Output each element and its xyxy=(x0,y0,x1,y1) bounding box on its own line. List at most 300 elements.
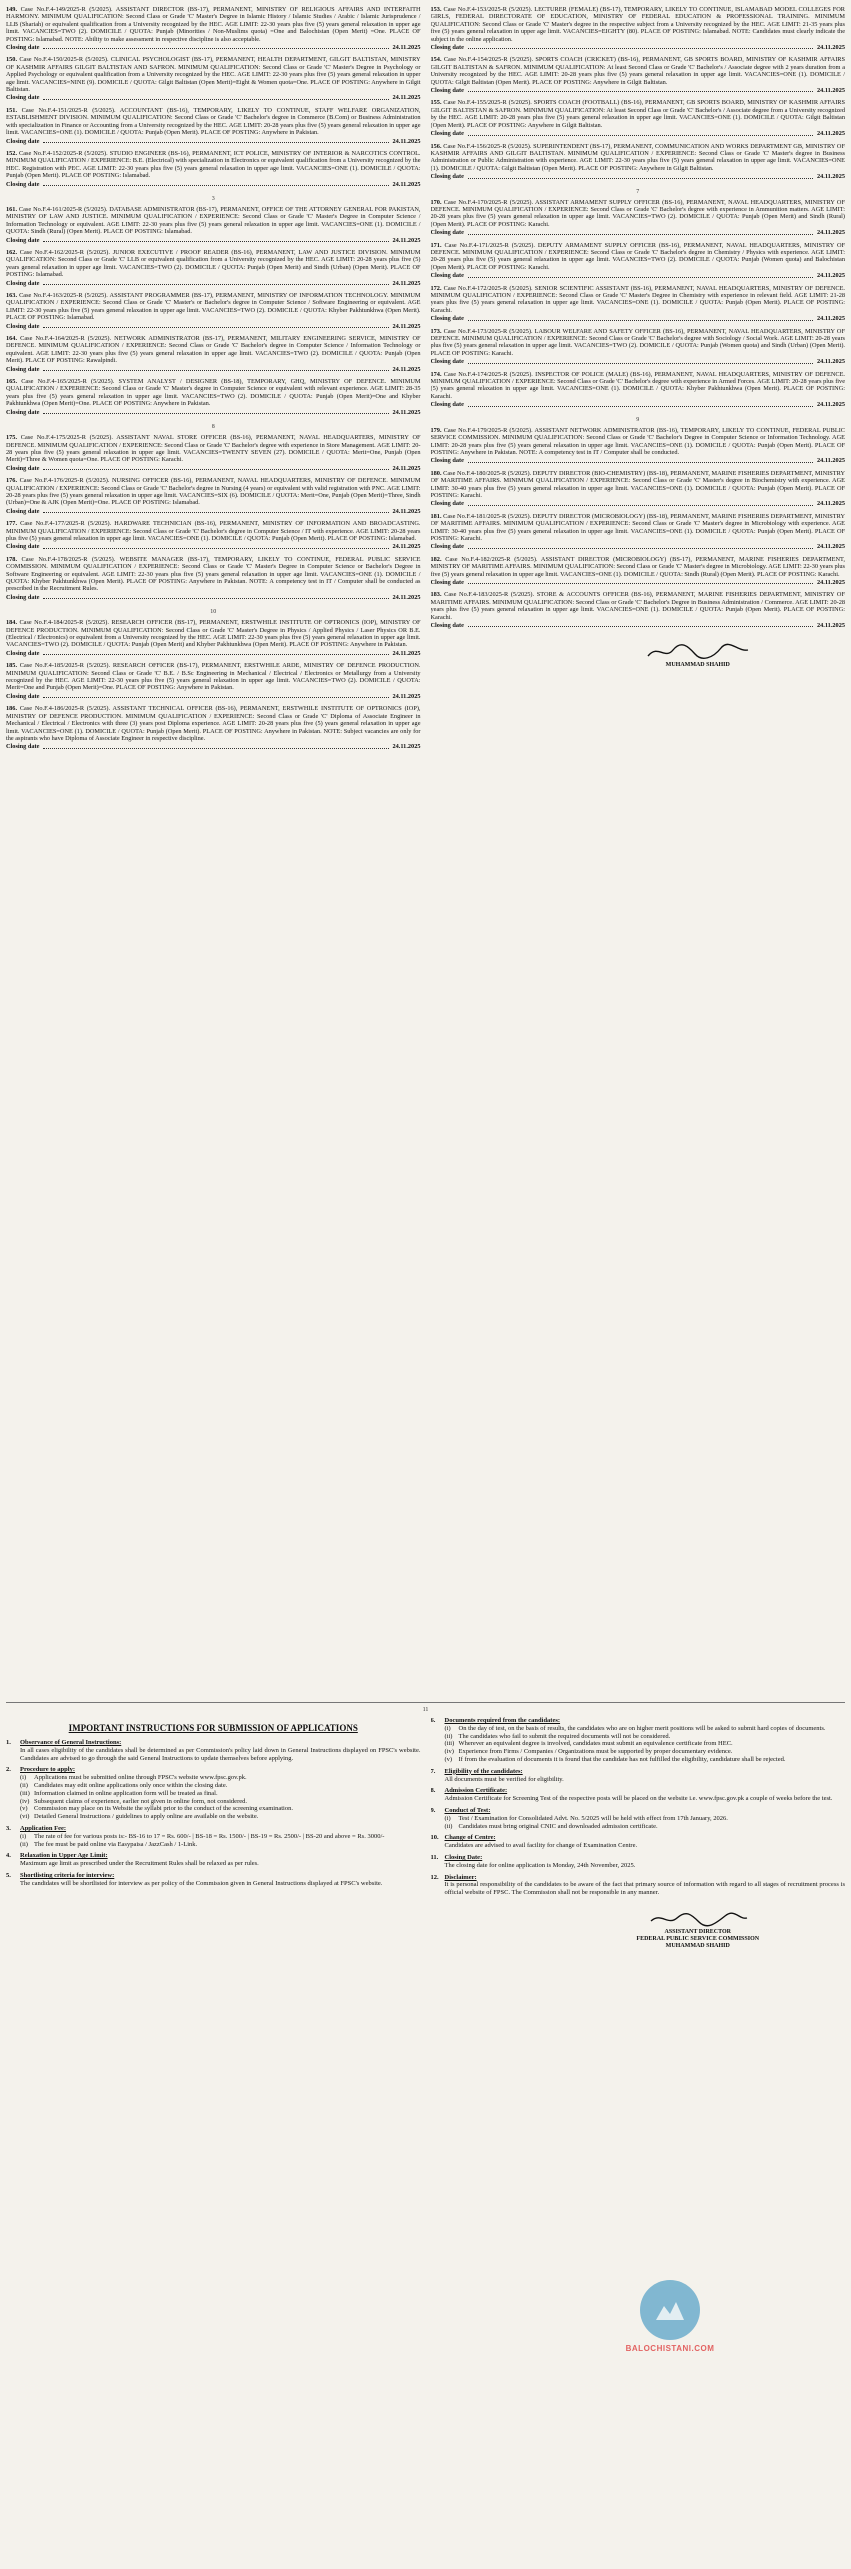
job-entry-text xyxy=(6,292,421,322)
job-entry xyxy=(431,143,846,181)
closing-date-label: Closing date xyxy=(6,593,40,601)
job-entry-number: 174. xyxy=(430,370,442,378)
closing-date-row xyxy=(431,457,846,464)
closing-date-row xyxy=(6,743,421,750)
job-entry-description: Case No.F.4-185/2025-R (5/2025). RESEARCH OFFICER (BS-17), PERMANENT, ERSTWHILE ARDE, MINISTRY OF DEFENCE PRODUCTION. MINIMUM QUALIFICATION: Second Class or Grade 'C' B.E. / B.Sc Engineering in Mechanical / Electrical / Electronics or Metallurgy from a University recognized by the HEC. AGE LIMIT: 22-30 years plus five (5) years general relaxation in upper age limit. VACANCIES=TWO (2). DOMICILE / QUOTA: Merit=One and Punjab (Open Merit)=One. PLACE OF POSTING: Anywhere in Pakistan. xyxy=(6,662,421,692)
job-entry xyxy=(6,107,421,145)
job-entry xyxy=(6,662,421,700)
instructions-section xyxy=(6,1717,845,2569)
closing-date-label: Closing date xyxy=(430,272,464,280)
job-entry xyxy=(431,242,846,280)
instruction-item-number: (ii) xyxy=(20,1840,28,1848)
job-entry xyxy=(6,249,421,287)
job-entry-number: 155. xyxy=(430,99,442,107)
closing-date-value: 24.11.2025 xyxy=(392,743,421,751)
job-entry-description: Case No.F.4-162/2025-R (5/2025). JUNIOR EXECUTIVE / PROOF READER (BS-16), PERMANENT, LAW AND JUSTICE DIVISION. MINIMUM QUALIFICATION: Second Class or Grade 'C' LLB or equivalent qualification from a University recognized by the HEC. AGE LIMIT: 20-28 years plus five (5) years general relaxation in upper age limit. VACANCIES=TWO (2). DOMICILE / QUOTA: Punjab (Open Merit) and Sindh (Urban) (Open Merit). PLACE OF POSTING: Islamabad. xyxy=(6,248,421,279)
closing-date-value: 24.11.2025 xyxy=(392,279,421,287)
closing-date-leader xyxy=(468,44,813,49)
closing-date-label: Closing date xyxy=(6,180,40,188)
job-entry-text xyxy=(6,206,421,236)
instruction-paragraph: Candidates are advised to avail facility for change of Examination Centre. xyxy=(444,1842,638,1850)
closing-date-leader xyxy=(43,543,388,548)
job-entry-number: 164. xyxy=(6,335,18,343)
page-number: 3 xyxy=(211,195,215,202)
closing-date-value: 24.11.2025 xyxy=(817,315,845,323)
job-entry-description: Case No.F.4-172/2025-R (5/2025). SENIOR SCIENTIFIC ASSISTANT (BS-16), PERMANENT, NAVAL HEADQUARTERS, MINISTRY OF DEFENCE. MINIMUM QUALIFICATION / EXPERIENCE: Second Class or Grade 'C' Master's Degree in Chemistry with experience in relevant field. AGE LIMIT: 21-28 years plus five (5) years general relaxation in upper age limit. VACANCIES=ONE (1). DOMICILE / QUOTA: Punjab (Open Merit). PLACE OF POSTING: Karachi. xyxy=(430,284,845,314)
closing-date-row xyxy=(431,44,846,51)
job-entry-description: Case No.F.4-151/2025-R (5/2025). ACCOUNTANT (BS-16), TEMPORARY, LIKELY TO CONTINUE, STAFF WELFARE ORGANIZATION, ESTABLISHMENT DIVISION. MINIMUM QUALIFICATION: Second Class or Grade 'C' Bachelor's degree in Commerce (B.Com) or Business Administration with specialization in Finance or Accounting from a University recognized by the HEC. AGE LIMIT: 20-28 years plus five (5) years general relaxation in upper age limit. VACANCIES=ONE (1). DOMICILE / QUOTA: Punjab (Open Merit). PLACE OF POSTING: Anywhere in Pakistan. xyxy=(6,106,421,137)
job-entry xyxy=(431,371,846,409)
closing-date-leader xyxy=(43,94,388,99)
closing-date-leader xyxy=(468,315,813,320)
closing-date-label: Closing date xyxy=(6,743,40,751)
job-entry-number: 177. xyxy=(6,520,18,528)
upper-columns xyxy=(6,6,845,1698)
instruction-item xyxy=(445,1823,846,1831)
closing-date-leader xyxy=(43,366,388,371)
closing-date-leader xyxy=(43,409,388,414)
instruction-heading: Relaxation in Upper Age Limit: xyxy=(20,1852,108,1860)
closing-date-label: Closing date xyxy=(6,543,40,551)
instruction-item-text: Information claimed in online application form will be treated as final. xyxy=(34,1789,218,1797)
job-entry-description: Case No.F.4-178/2025-R (5/2025). WEBSITE MANAGER (BS-17), TEMPORARY, LIKELY TO CONTINUE, FEDERAL PUBLIC SERVICE COMMISSION. MINIMUM QUALIFICATION / EXPERIENCE: Second Class or Grade 'C' Master's Degree in Computer Science or Bachelor's Degree in Software Engineering or equivalent. AGE LIMIT: 22-30 years plus five (5) years general relaxation in upper age limit. VACANCIES=ONE (1). DOMICILE / QUOTA: Khyber Pakhtunkhwa (Open Merit). PLACE OF POSTING: Anywhere in Pakistan. NOTE: A competency test in IT / Computer shall be conducted as prescribed in the Recruitment Rules. xyxy=(6,555,421,593)
closing-date-value: 24.11.2025 xyxy=(392,94,421,102)
closing-date-label: Closing date xyxy=(430,543,464,551)
closing-date-label: Closing date xyxy=(430,229,464,237)
closing-date-label: Closing date xyxy=(430,173,464,181)
instruction-item-number: (iii) xyxy=(444,1740,455,1748)
entries-block-2 xyxy=(6,206,421,421)
entries-block-7 xyxy=(431,427,846,635)
job-entry-number: 172. xyxy=(430,284,442,292)
entries-block-5 xyxy=(431,6,846,186)
instruction-body xyxy=(445,1874,846,1897)
closing-date-leader xyxy=(468,130,813,135)
entries-block-3 xyxy=(6,434,421,606)
closing-date-value: 24.11.2025 xyxy=(817,173,845,181)
job-entry-number: 156. xyxy=(430,142,442,150)
instruction-item-text: Detailed General Instructions / guidelines to apply online are available on the website. xyxy=(34,1813,259,1821)
job-entry-text xyxy=(6,335,421,365)
job-entry-description: Case No.F.4-179/2025-R (5/2025). ASSISTANT NETWORK ADMINISTRATOR (BS-16), TEMPORARY, LIKELY TO CONTINUE, FEDERAL PUBLIC SERVICE COMMISSION. MINIMUM QUALIFICATION: Second Class or Grade 'C' Bachelor's Degree in Computer Science or Information Technology. AGE LIMIT: 20-28 years plus five (5) years general relaxation in upper age limit. VACANCIES=ONE (1). DOMICILE / QUOTA: Punjab (Open Merit). PLACE OF POSTING: Anywhere in Pakistan. NOTE: A competency test in IT / Computer shall be conducted. xyxy=(430,426,845,456)
watermark-text: BALOCHISTANI.COM xyxy=(625,2344,715,2353)
job-entry-description: Case No.F.4-173/2025-R (5/2025). LABOUR WELFARE AND SAFETY OFFICER (BS-16), PERMANENT, NAVAL HEADQUARTERS, MINISTRY OF DEFENCE. MINIMUM QUALIFICATION / EXPERIENCE: Second Class or Grade 'C' Bachelor's degree with Sociology / Social Work. AGE LIMIT: 20-28 years plus five (5) years general relaxation in upper age limit. VACANCIES=TWO (2). DOMICILE / QUOTA: Punjab (Women quota) and Sindh (Urban) (Open Merit). PLACE OF POSTING: Karachi. xyxy=(430,327,845,357)
instruction-number: 6. xyxy=(430,1717,436,1724)
instruction-heading: Eligibility of the candidates: xyxy=(444,1767,523,1775)
closing-date-row xyxy=(431,130,846,137)
closing-date-label: Closing date xyxy=(6,322,40,330)
job-entry-description: Case No.F.4-170/2025-R (5/2025). ASSISTANT ARMAMENT SUPPLY OFFICER (BS-16), PERMANENT, NAVAL HEADQUARTERS, MINISTRY OF DEFENCE. MINIMUM QUALIFICATION / EXPERIENCE: Second Class or Grade 'C' Bachelor's degree with experience in Ammunition matters. AGE LIMIT: 20-28 years plus five (5) years general relaxation in upper age limit. VACANCIES=TWO (2). DOMICILE / QUOTA: Punjab (Open Merit) and Sindh (Rural) (Open Merit). PLACE OF POSTING: Karachi. xyxy=(430,198,845,228)
instruction-number: 1. xyxy=(6,1739,11,1746)
instruction-body xyxy=(445,1717,846,1764)
closing-date-label: Closing date xyxy=(430,87,464,95)
instruction-item-text: Wherever an equivalent degree is involved, candidates must submit an equivalence certificate from HEC. xyxy=(458,1740,733,1748)
closing-date-leader xyxy=(43,693,388,698)
job-entry-number: 151. xyxy=(6,106,18,114)
job-entry xyxy=(431,470,846,508)
closing-date-row xyxy=(431,272,846,279)
right-column xyxy=(431,6,846,1698)
job-entry xyxy=(431,513,846,551)
instruction-number: 7. xyxy=(430,1767,436,1775)
job-entry-description: Case No.F.4-183/2025-R (5/2025). STORE & ACCOUNTS OFFICER (BS-16), PERMANENT, MARINE FISHERIES DEPARTMENT, MINISTRY OF MARITIME AFFAIRS. MINIMUM QUALIFICATION: Second Class or Grade 'C' Bachelor's Degree in Business Administration / Commerce. AGE LIMIT: 20-28 years plus five (5) years general relaxation in upper age limit. VACANCIES=ONE (1). DOMICILE / QUOTA: Punjab (Open Merit). PLACE OF POSTING: Karachi. xyxy=(430,591,845,621)
page-number: 8 xyxy=(211,424,215,431)
page-number: 7 xyxy=(636,188,640,195)
closing-date-row xyxy=(6,138,421,145)
instruction-body xyxy=(445,1854,846,1870)
job-entry xyxy=(6,477,421,515)
instruction-heading: Shortlisting criteria for interview: xyxy=(20,1871,115,1879)
instructions-left-list xyxy=(6,1739,421,1892)
closing-date-row xyxy=(431,622,846,629)
instruction-item-text: Candidates may edit online applications only once within the closing date. xyxy=(34,1781,228,1789)
instruction-item xyxy=(20,1774,421,1782)
job-entry-number: 152. xyxy=(6,149,18,157)
closing-date-value: 24.11.2025 xyxy=(817,457,845,465)
closing-date-leader xyxy=(468,272,813,277)
instruction-item-text: Experience from Firms / Companies / Organizations must be supported by proper documentary evidence. xyxy=(458,1748,733,1756)
instruction-item-number: (v) xyxy=(20,1805,28,1813)
watermark-logo xyxy=(610,2280,730,2430)
closing-date-row xyxy=(6,181,421,188)
job-entry-text xyxy=(6,107,421,137)
job-entry-number: 181. xyxy=(430,512,442,520)
instruction-item xyxy=(445,1748,846,1756)
closing-date-row xyxy=(6,508,421,515)
signature-name-2: MUHAMMAD SHAHID xyxy=(665,1942,730,1949)
instruction-body xyxy=(20,1872,421,1888)
job-entry xyxy=(431,99,846,137)
closing-date-leader xyxy=(468,87,813,92)
instruction-item-number: (ii) xyxy=(444,1822,453,1830)
closing-date-row xyxy=(6,693,421,700)
closing-date-row xyxy=(431,500,846,507)
closing-date-value: 24.11.2025 xyxy=(392,543,421,551)
watermark-icon xyxy=(640,2280,700,2340)
closing-date-row xyxy=(6,280,421,287)
job-entry-text xyxy=(6,619,421,649)
instruction-paragraph: It is personal responsibility of the candidates to be aware of the fact that primary source of information with regard to all stages of recruitment process is official website of FPSC. The Commission shall not be responsible in any manner. xyxy=(444,1881,845,1897)
instruction-section xyxy=(6,1766,421,1821)
job-entry-description: Case No.F.4-161/2025-R (5/2025). DATABASE ADMINISTRATOR (BS-17), PERMANENT, OFFICE OF THE ATTORNEY GENERAL FOR PAKISTAN, MINISTRY OF LAW AND JUSTICE. MINIMUM QUALIFICATION / EXPERIENCE: Second Class or Grade 'C' Master's Degree in Computer Science / Information Technology or equivalent. AGE LIMIT: 22-30 years plus five (5) years general relaxation in upper age limit. VACANCIES=ONE (1). DOMICILE / QUOTA: Sindh (Rural) (Open Merit). PLACE OF POSTING: Islamabad. xyxy=(6,205,421,236)
closing-date-label: Closing date xyxy=(6,692,40,700)
job-entry xyxy=(431,6,846,51)
job-entry-text xyxy=(6,520,421,542)
closing-date-value: 24.11.2025 xyxy=(392,322,421,330)
instruction-section xyxy=(431,1787,846,1803)
instruction-body xyxy=(445,1787,846,1803)
job-entry-text xyxy=(6,556,421,593)
instruction-number: 10. xyxy=(430,1834,439,1842)
instruction-item xyxy=(20,1790,421,1798)
instruction-item xyxy=(20,1813,421,1821)
job-entry-number: 171. xyxy=(430,241,442,249)
instruction-section xyxy=(431,1768,846,1784)
closing-date-leader xyxy=(43,594,388,599)
job-entry xyxy=(431,285,846,323)
instruction-heading: Documents required from the candidates: xyxy=(444,1717,561,1724)
job-entry-description: Case No.F.4-184/2025-R (5/2025). RESEARCH OFFICER (BS-17), PERMANENT, ERSTWHILE INSTITUTE OF OPTRONICS (IOP), MINISTRY OF DEFENCE PRODUCTION. MINIMUM QUALIFICATION: Second Class or Grade 'C' Master's Degree in Physics / Applied Physics / Laser Physics OR B.E. (Electrical / Electronics) or equivalent from a University recognized by the HEC. AGE LIMIT: 22-30 years plus five (5) years general relaxation in upper age limit. VACANCIES=TWO (2). DOMICILE / QUOTA: Punjab (Open Merit) and Khyber Pakhtunkhwa (Open Merit). PLACE OF POSTING: Anywhere in Pakistan. xyxy=(6,619,421,649)
closing-date-row xyxy=(6,237,421,244)
closing-date-label: Closing date xyxy=(6,137,40,145)
closing-date-leader xyxy=(468,358,813,363)
instruction-item xyxy=(445,1815,846,1823)
instruction-number: 12. xyxy=(430,1873,439,1881)
job-entry-number: 173. xyxy=(430,327,442,335)
closing-date-label: Closing date xyxy=(6,94,40,102)
closing-date-label: Closing date xyxy=(430,358,464,366)
instruction-item xyxy=(20,1841,421,1849)
closing-date-label: Closing date xyxy=(6,44,40,52)
instruction-paragraph: The candidates will be shortlisted for interview as per policy of the Commission given in General Instructions displayed at FPSC's website. xyxy=(20,1879,383,1887)
instruction-item xyxy=(445,1733,846,1741)
closing-date-value: 24.11.2025 xyxy=(817,579,845,586)
job-entry xyxy=(6,556,421,601)
closing-date-label: Closing date xyxy=(6,464,40,472)
instruction-item-number: (ii) xyxy=(444,1732,453,1740)
instruction-number: 8. xyxy=(430,1787,436,1795)
job-entry-number: 179. xyxy=(430,426,442,434)
closing-date-label: Closing date xyxy=(430,457,464,465)
closing-date-leader xyxy=(43,237,388,242)
job-entry-description: Case No.F.4-181/2025-R (5/2025). DEPUTY DIRECTOR (MICROBIOLOGY) (BS-18), PERMANENT, MARINE FISHERIES DEPARTMENT, MINISTRY OF MARITIME AFFAIRS. MINIMUM QUALIFICATION / EXPERIENCE: Second Class or Grade 'C' Master's degree in Microbiology with experience. AGE LIMIT: 30-40 years plus five (5) years general relaxation in upper age limit. VACANCIES=ONE (1). DOMICILE / QUOTA: Punjab (Open Merit). PLACE OF POSTING: Karachi. xyxy=(430,512,845,542)
job-entry-number: 165. xyxy=(6,378,18,386)
job-entry xyxy=(6,705,421,750)
closing-date-value: 24.11.2025 xyxy=(392,365,421,373)
instruction-item xyxy=(445,1725,846,1733)
job-entry-number: 183. xyxy=(430,591,442,599)
job-entry xyxy=(6,6,421,51)
instruction-item-text: The rate of fee for various posts is:- BS-16 to 17 = Rs. 600/- | BS-18 = Rs. 1500/- | BS-19 = Rs. 2500/- | BS-20 and above = Rs. 3000/- xyxy=(34,1832,385,1840)
instruction-item-number: (iv) xyxy=(444,1748,454,1756)
job-entry-number: 176. xyxy=(6,477,18,485)
instruction-heading: Observance of General Instructions: xyxy=(20,1739,122,1746)
instruction-body xyxy=(20,1766,421,1821)
instruction-item-text: Commission may place on its Website the syllabi prior to the conduct of the screening examination. xyxy=(34,1805,293,1813)
instruction-number: 3. xyxy=(6,1824,11,1832)
instruction-number: 5. xyxy=(6,1871,11,1879)
instruction-body xyxy=(20,1825,421,1848)
instruction-number: 11. xyxy=(430,1853,439,1861)
instruction-paragraph: Admission Certificate for Screening Test of the respective posts will be placed on the website i.e. www.fpsc.gov.pk a couple of weeks before the test. xyxy=(444,1795,833,1803)
page-number: 9 xyxy=(636,416,640,423)
job-entry-description: Case No.F.4-154/2025-R (5/2025). SPORTS COACH (CRICKET) (BS-16), PERMANENT, GB SPORTS BOARD, MINISTRY OF KASHMIR AFFAIRS GILGIT BALTISTAN & SAFRON. MINIMUM QUALIFICATION: At least Second Class or Grade 'C' Bachelor's / Associate degree with 2 years duration from a University recognized by the HEC. AGE LIMIT: 20-28 years plus five (5) years general relaxation in upper age limit. VACANCIES=ONE (1). DOMICILE / QUOTA: Gilgit Baltistan (Open Merit). PLACE OF POSTING: Anywhere in Gilgit Baltistan. xyxy=(430,56,845,86)
closing-date-row xyxy=(6,543,421,550)
closing-date-label: Closing date xyxy=(6,279,40,287)
closing-date-value: 24.11.2025 xyxy=(392,44,421,52)
closing-date-row xyxy=(6,409,421,416)
instruction-section xyxy=(6,1739,421,1762)
instruction-heading: Conduct of Test: xyxy=(444,1806,491,1814)
instruction-number: 9. xyxy=(430,1806,436,1814)
closing-date-leader xyxy=(468,457,813,462)
closing-date-label: Closing date xyxy=(6,236,40,244)
closing-date-row xyxy=(431,543,846,550)
job-entry-text xyxy=(431,6,846,43)
closing-date-label: Closing date xyxy=(430,315,464,323)
closing-date-leader xyxy=(43,508,388,513)
job-entry-description: Case No.F.4-153/2025-R (5/2025). LECTURER (FEMALE) (BS-17), TEMPORARY, LIKELY TO CONTINUE, ISLAMABAD MODEL COLLEGES FOR GIRLS, FEDERAL DIRECTORATE OF EDUCATION, MINISTRY OF FEDERAL EDUCATION & PROFESSIONAL TRAINING. MINIMUM QUALIFICATION: Second Class or Grade 'C' Master's degree in the respective subject from a University recognized by the HEC. AGE LIMIT: 21-35 years plus five (5) years general relaxation in upper age limit. VACANCIES=EIGHTY (80). PLACE OF POSTING: Islamabad. NOTE: Candidates must clearly indicate the subject in the online application. xyxy=(430,6,845,43)
job-entry-text xyxy=(431,591,846,621)
instruction-item-number: (i) xyxy=(20,1774,27,1782)
closing-date-row xyxy=(6,650,421,657)
instruction-item-text: On the day of test, on the basis of results, the candidates who are on higher merit positions will be asked to submit hard copies of documents. xyxy=(458,1724,826,1732)
closing-date-label: Closing date xyxy=(6,365,40,373)
instruction-item-number: (i) xyxy=(20,1832,27,1840)
signature-block-2 xyxy=(551,1909,846,1950)
page-number: 11 xyxy=(422,1707,429,1713)
closing-date-leader xyxy=(43,743,388,748)
job-entry-text xyxy=(6,6,421,43)
job-entry-description: Case No.F.4-176/2025-R (5/2025). NURSING OFFICER (BS-16), PERMANENT, NAVAL HEADQUARTERS, MINISTRY OF DEFENCE. MINIMUM QUALIFICATION / EXPERIENCE: Second Class or Grade 'C' Bachelor's degree in Nursing (4 years) or equivalent with valid registration with PNC. AGE LIMIT: 20-28 years plus five (5) years general relaxation in upper age limit. VACANCIES=SIX (6). DOMICILE / QUOTA: Merit=One, Punjab (Open Merit)=Three, Sindh (Urban)=One & AJK (Open Merit)=One. PLACE OF POSTING: Islamabad. xyxy=(6,477,421,507)
signature-icon xyxy=(643,642,753,662)
entries-block-4 xyxy=(6,619,421,756)
job-entry-description: Case No.F.4-165/2025-R (5/2025). SYSTEM ANALYST / DESIGNER (BS-18), TEMPORARY, GHQ, MINISTRY OF DEFENCE. MINIMUM QUALIFICATION / EXPERIENCE: Second Class or Grade 'C' Master's degree in Computer Science or equivalent with relevant experience. AGE LIMIT: 28-35 years plus five (5) years general relaxation in upper age limit. VACANCIES=TWO (2). DOMICILE / QUOTA: Punjab (Open Merit)=One and Khyber Pakhtunkhwa (Open Merit)=One. PLACE OF POSTING: Anywhere in Pakistan. xyxy=(6,378,421,408)
job-entry-text xyxy=(431,513,846,543)
job-entry-text xyxy=(431,328,846,358)
job-entry-description: Case No.F.4-175/2025-R (5/2025). ASSISTANT NAVAL STORE OFFICER (BS-16), PERMANENT, NAVAL HEADQUARTERS, MINISTRY OF DEFENCE. MINIMUM QUALIFICATION / EXPERIENCE: Second Class or Grade 'C' Bachelor's degree with experience in Store Management. AGE LIMIT: 20-28 years plus five (5) years general relaxation in upper age limit. VACANCIES=TWENTY SEVEN (27). DOMICILE / QUOTA: Merit=One, Punjab (Open Merit)=Three & Women quota=One. PLACE OF POSTING: Karachi. xyxy=(6,434,421,464)
closing-date-row xyxy=(6,366,421,373)
job-entry xyxy=(431,56,846,94)
instructions-right-column xyxy=(431,1717,846,2569)
job-entry-text xyxy=(431,371,846,401)
signature-designation: ASSISTANT DIRECTOR xyxy=(664,1928,732,1935)
instruction-item xyxy=(20,1782,421,1790)
closing-date-row xyxy=(431,315,846,322)
job-entry xyxy=(6,335,421,373)
closing-date-value: 24.11.2025 xyxy=(817,229,845,237)
instruction-body xyxy=(445,1834,846,1850)
job-entry-description: Case No.F.4-149/2025-R (5/2025). ASSISTANT DIRECTOR (BS-17), PERMANENT, MINISTRY OF RELIGIOUS AFFAIRS AND INTERFAITH HARMONY. MINIMUM QUALIFICATION: Second Class or Grade 'C' Master's Degree in Islamic History / Islamic Studies / Arabic / Islamic Jurisprudence / LLB (Shariah) or equivalent qualification from a University recognized by the HEC. AGE LIMIT: 22-30 years plus five (5) years general relaxation in upper age limit. VACANCIES=TWO (2). DOMICILE / QUOTA: Punjab (Minorities / Non-Muslims quota) =One and Balochistan (Open Merit) =One. PLACE OF POSTING: Islamabad. NOTE: Ability to make assessment in respective discipline is also acceptable. xyxy=(6,6,421,43)
closing-date-row xyxy=(431,173,846,180)
job-entry-text xyxy=(431,56,846,86)
closing-date-label: Closing date xyxy=(430,130,464,138)
closing-date-row xyxy=(431,229,846,236)
closing-date-row xyxy=(431,579,846,586)
closing-date-row xyxy=(431,401,846,408)
instruction-item-text: If from the evaluation of documents it is found that the candidate has not fulfilled the eligibility, candidature shall be rejected. xyxy=(458,1755,786,1763)
closing-date-value: 24.11.2025 xyxy=(392,649,421,657)
instruction-item xyxy=(20,1805,421,1813)
job-entry-number: 161. xyxy=(6,205,18,213)
closing-date-row xyxy=(431,358,846,365)
signature-name: MUHAMMAD SHAHID xyxy=(665,662,730,669)
job-entry-description: Case No.F.4-152/2025-R (5/2025). STUDIO ENGINEER (BS-16), PERMANENT, ICT POLICE, MINISTRY OF INTERIOR & NARCOTICS CONTROL. MINIMUM QUALIFICATION / EXPERIENCE: B.E. (Electrical) with specialization in Electronics or equivalent qualification from a University recognized by the HEC. Registration with PEC. AGE LIMIT: 22-30 years plus five (5) years general relaxation in upper age limit. VACANCIES=ONE (1). DOMICILE / QUOTA: Punjab (Open Merit). PLACE OF POSTING: Islamabad. xyxy=(6,149,421,180)
closing-date-row xyxy=(6,94,421,101)
closing-date-leader xyxy=(468,579,813,584)
instructions-right-list xyxy=(431,1717,846,1901)
job-entry-text xyxy=(431,143,846,173)
job-entry-number: 185. xyxy=(6,662,18,670)
closing-date-value: 24.11.2025 xyxy=(817,44,845,52)
instructions-title: IMPORTANT INSTRUCTIONS FOR SUBMISSION OF APPLICATIONS xyxy=(68,1723,358,1733)
closing-date-label: Closing date xyxy=(430,401,464,409)
instruction-item-number: (i) xyxy=(444,1724,451,1732)
job-entry xyxy=(6,292,421,330)
closing-date-row xyxy=(6,44,421,51)
instruction-paragraph: The closing date for online application is Monday, 24th November, 2025. xyxy=(444,1861,636,1869)
job-entry-text xyxy=(6,705,421,742)
job-entry-text xyxy=(6,150,421,180)
signature-org: FEDERAL PUBLIC SERVICE COMMISSION xyxy=(636,1935,760,1942)
closing-date-leader xyxy=(43,44,388,49)
instruction-section xyxy=(6,1872,421,1888)
instruction-heading: Change of Centre: xyxy=(444,1834,496,1842)
job-entry-description: Case No.F.4-186/2025-R (5/2025). ASSISTANT TECHNICAL OFFICER (BS-16), PERMANENT, ERSTWHILE INSTITUTE OF OPTRONICS (IOP), MINISTRY OF DEFENCE PRODUCTION. MINIMUM QUALIFICATION / EXPERIENCE: Second Class or Grade 'C' Diploma of Associate Engineer in Mechanical / Electrical / Electronics with three (3) years post Diploma experience. AGE LIMIT: 20-28 years plus five (5) years general relaxation in upper age limit. VACANCIES=ONE (1). DOMICILE / QUOTA: Punjab (Open Merit). PLACE OF POSTING: Anywhere in Pakistan. NOTE: Subject vacancies are only for the aspirants who have Diploma of Associate Engineer in respective discipline. xyxy=(6,705,421,742)
job-entry-number: 170. xyxy=(430,198,442,206)
job-entry-description: Case No.F.4-177/2025-R (5/2025). HARDWARE TECHNICIAN (BS-16), PERMANENT, MINISTRY OF INFORMATION AND BROADCASTING. MINIMUM QUALIFICATION / EXPERIENCE: Second Class or Grade 'C' Bachelor's degree in Computer Science / IT with experience. AGE LIMIT: 20-28 years plus five (5) years general relaxation in upper age limit. VACANCIES=ONE (1). DOMICILE / QUOTA: Punjab (Open Merit). PLACE OF POSTING: Islamabad. xyxy=(6,520,421,542)
job-entry-number: 175. xyxy=(6,434,18,442)
closing-date-value: 24.11.2025 xyxy=(817,130,845,138)
closing-date-value: 24.11.2025 xyxy=(392,180,421,188)
instruction-item-text: The fee must be paid online via Easypaisa / JazzCash / 1-Link. xyxy=(34,1840,198,1848)
instruction-body xyxy=(20,1739,421,1762)
instruction-item-number: (i) xyxy=(444,1814,451,1822)
job-entry-description: Case No.F.4-182/2025-R (5/2025). ASSISTANT DIRECTOR (MICROBIOLOGY) (BS-17), PERMANENT, MARINE FISHERIES DEPARTMENT, MINISTRY OF MARITIME AFFAIRS. MINIMUM QUALIFICATION: Second Class or Grade 'C' Master's degree in Microbiology. AGE LIMIT: 22-30 years plus five (5) years general relaxation in upper age limit. VACANCIES=ONE (1). DOMICILE / QUOTA: Sindh (Rural) (Open Merit). PLACE OF POSTING: Karachi. xyxy=(430,555,845,578)
instruction-item-number: (ii) xyxy=(20,1781,28,1789)
closing-date-label: Closing date xyxy=(430,622,464,630)
job-entry-text xyxy=(6,56,421,93)
closing-date-leader xyxy=(43,650,388,655)
closing-date-leader xyxy=(468,229,813,234)
instruction-item-text: Applications must be submitted online through FPSC's website www.fpsc.gov.pk. xyxy=(34,1774,247,1782)
closing-date-label: Closing date xyxy=(6,408,40,416)
job-entry-description: Case No.F.4-163/2025-R (5/2025). ASSISTANT PROGRAMMER (BS-17), PERMANENT, MINISTRY OF INFORMATION TECHNOLOGY. MINIMUM QUALIFICATION / EXPERIENCE: Second Class or Grade 'C' Master's or Bachelor's degree in Computer Science / Software Engineering or equivalent. AGE LIMIT: 22-30 years plus five (5) years general relaxation in upper age limit. VACANCIES=TWO (2). DOMICILE / QUOTA: Khyber Pakhtunkhwa (Open Merit). PLACE OF POSTING: Islamabad. xyxy=(6,292,421,322)
instruction-item xyxy=(20,1798,421,1806)
job-entry-text xyxy=(431,556,846,578)
closing-date-value: 24.11.2025 xyxy=(817,401,845,409)
signature-icon xyxy=(643,1909,753,1929)
closing-date-row xyxy=(431,87,846,94)
instruction-heading: Admission Certificate: xyxy=(444,1787,508,1795)
instruction-number: 2. xyxy=(6,1766,11,1774)
job-entry xyxy=(431,427,846,465)
signature-block xyxy=(551,642,846,669)
job-entry-description: Case No.F.4-171/2025-R (5/2025). DEPUTY ARMAMENT SUPPLY OFFICER (BS-16), PERMANENT, NAVAL HEADQUARTERS, MINISTRY OF DEFENCE. MINIMUM QUALIFICATION / EXPERIENCE: Second Class or Grade 'C' Bachelor's degree in Chemistry / Physics with experience. AGE LIMIT: 20-28 years plus five (5) years general relaxation in upper age limit. VACANCIES=TWO (2). DOMICILE / QUOTA: Punjab (Women quota) and Balochistan (Open Merit). PLACE OF POSTING: Karachi. xyxy=(430,241,845,271)
job-entry-description: Case No.F.4-174/2025-R (5/2025). INSPECTOR OF POLICE (MALE) (BS-16), PERMANENT, NAVAL HEADQUARTERS, MINISTRY OF DEFENCE. MINIMUM QUALIFICATION / EXPERIENCE: Second Class or Grade 'C' Bachelor's degree with experience in Armed Forces. AGE LIMIT: 20-28 years plus five (5) years general relaxation in upper age limit. VACANCIES=ONE (1). DOMICILE / QUOTA: Khyber Pakhtunkhwa (Open Merit). PLACE OF POSTING: Karachi. xyxy=(430,370,845,400)
job-entry xyxy=(6,434,421,472)
closing-date-leader xyxy=(468,401,813,406)
closing-date-label: Closing date xyxy=(430,500,464,508)
closing-date-leader xyxy=(468,173,813,178)
job-entry-text xyxy=(431,427,846,457)
closing-date-value: 24.11.2025 xyxy=(817,500,845,508)
closing-date-value: 24.11.2025 xyxy=(817,272,845,280)
instruction-paragraph: All documents must be verified for eligibility. xyxy=(444,1775,564,1783)
instruction-section xyxy=(431,1854,846,1870)
job-entry-number: 153. xyxy=(430,6,442,13)
closing-date-value: 24.11.2025 xyxy=(392,408,421,416)
closing-date-value: 24.11.2025 xyxy=(817,622,845,630)
closing-date-leader xyxy=(468,622,813,627)
closing-date-value: 24.11.2025 xyxy=(392,507,421,515)
job-entry xyxy=(6,206,421,244)
job-entry-description: Case No.F.4-155/2025-R (5/2025). SPORTS COACH (FOOTBALL) (BS-16), PERMANENT, GB SPORTS BOARD, MINISTRY OF KASHMIR AFFAIRS GILGIT BALTISTAN & SAFRON. MINIMUM QUALIFICATION: At least Second Class or Grade 'C' Bachelor's / Associate degree from a University recognized by the HEC. AGE LIMIT: 20-28 years plus five (5) years general relaxation in upper age limit. VACANCIES=ONE (1). DOMICILE / QUOTA: Gilgit Baltistan (Open Merit). PLACE OF POSTING: Anywhere in Gilgit Baltistan. xyxy=(430,99,845,129)
instruction-item xyxy=(20,1833,421,1841)
job-entry-number: 150. xyxy=(6,56,18,64)
closing-date-leader xyxy=(468,500,813,505)
job-entry xyxy=(6,378,421,416)
closing-date-label: Closing date xyxy=(6,507,40,515)
instruction-heading: Application Fee: xyxy=(20,1824,67,1832)
job-entry-description: Case No.F.4-180/2025-R (5/2025). DEPUTY DIRECTOR (BIO-CHEMISTRY) (BS-18), PERMANENT, MARINE FISHERIES DEPARTMENT, MINISTRY OF MARITIME AFFAIRS. MINIMUM QUALIFICATION / EXPERIENCE: Second Class or Grade 'C' Master's degree in Biochemistry with experience. AGE LIMIT: 30-40 years plus five (5) years general relaxation in upper age limit. VACANCIES=ONE (1). DOMICILE / QUOTA: Punjab (Open Merit). PLACE OF POSTING: Karachi. xyxy=(430,469,845,499)
job-entry-number: 178. xyxy=(6,555,18,563)
closing-date-value: 24.11.2025 xyxy=(392,464,421,472)
job-entry-text xyxy=(431,199,846,229)
job-entry-text xyxy=(6,378,421,408)
instruction-section xyxy=(431,1717,846,1764)
job-entry-text xyxy=(6,249,421,279)
